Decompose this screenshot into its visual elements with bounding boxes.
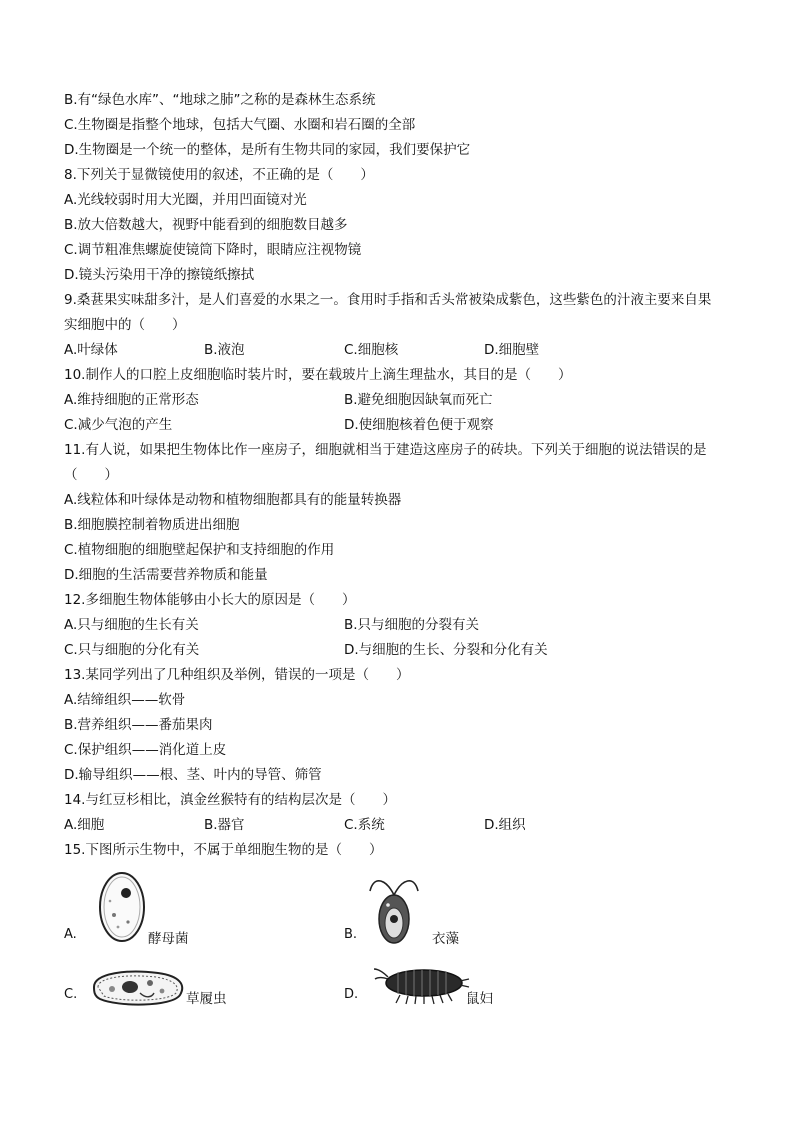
q9-option-b: B.液泡 [204,342,245,358]
q9-option-a: A.叶绿体 [64,342,118,358]
figure-a-name: 酵母菌 [148,931,189,947]
exam-page [64,88,744,1021]
q10-stem: 10.制作人的口腔上皮细胞临时装片时，要在载玻片上滴生理盐水，其目的是（ ） [64,367,572,383]
q8-option-a: A.光线较弱时用大光圈，并用凹面镜对光 [64,192,307,208]
q10-option-a: A.维持细胞的正常形态 [64,392,199,408]
chlamydomonas-icon [364,865,424,947]
figure-b-name: 衣藻 [432,931,459,947]
q14-stem: 14.与红豆杉相比，滇金丝猴特有的结构层次是（ ） [64,792,396,808]
q12-option-d: D.与细胞的生长、分裂和分化有关 [344,642,548,658]
q13-option-c: C.保护组织——消化道上皮 [64,742,227,758]
q13-option-b: B.营养组织——番茄果肉 [64,717,213,733]
q8-option-c: C.调节粗准焦螺旋使镜筒下降时，眼睛应注视物镜 [64,242,362,258]
figure-d-letter: D. [344,987,359,1002]
figure-a-letter: A. [64,927,77,942]
q12-option-a: A.只与细胞的生长有关 [64,617,199,633]
q11-option-a: A.线粒体和叶绿体是动物和植物细胞都具有的能量转换器 [64,492,402,508]
q14-option-a: A.细胞 [64,817,105,833]
q10-options-row1 [64,388,744,413]
woodlouse-icon [374,963,470,1007]
q12-options-row2 [64,638,744,663]
q7-option-d: D.生物圈是一个统一的整体，是所有生物共同的家园，我们要保护它 [64,142,471,158]
q13-option-d: D.输导组织——根、茎、叶内的导管、筛管 [64,767,322,783]
figure-b-letter: B. [344,927,358,942]
figure-d-name: 鼠妇 [466,991,493,1007]
q13-stem: 13.某同学列出了几种组织及举例，错误的一项是（ ） [64,667,410,683]
q8-option-d: D.镜头污染用干净的擦镜纸擦拭 [64,267,255,283]
q15-figure-d [344,961,624,1021]
q11-option-d: D.细胞的生活需要营养物质和能量 [64,567,268,583]
yeast-icon [92,867,152,947]
q14-option-b: B.器官 [204,817,245,833]
q15-figures-row2 [64,961,744,1021]
q8-option-b: B.放大倍数越大，视野中能看到的细胞数目越多 [64,217,348,233]
q12-option-c: C.只与细胞的分化有关 [64,642,200,658]
q12-options-row1 [64,613,744,638]
q9-option-d: D.细胞壁 [484,342,540,358]
q11-stem-line2: （ ） [64,467,118,483]
q14-options [64,813,744,838]
q8-stem: 8.下列关于显微镜使用的叙述，不正确的是（ ） [64,167,374,183]
q15-figure-a [64,867,344,959]
q7-option-c: C.生物圈是指整个地球，包括大气圈、水圈和岩石圈的全部 [64,117,416,133]
q14-option-d: D.组织 [484,817,526,833]
q12-stem: 12.多细胞生物体能够由小长大的原因是（ ） [64,592,356,608]
q14-option-c: C.系统 [344,817,385,833]
q9-options [64,338,744,363]
figure-c-letter: C. [64,987,78,1002]
q11-option-b: B.细胞膜控制着物质进出细胞 [64,517,240,533]
q10-option-c: C.减少气泡的产生 [64,417,173,433]
q10-options-row2 [64,413,744,438]
q12-option-b: B.只与细胞的分裂有关 [344,617,480,633]
q15-stem: 15.下图所示生物中，不属于单细胞生物的是（ ） [64,842,383,858]
q10-option-b: B.避免细胞因缺氧而死亡 [344,392,493,408]
q9-stem-line1: 9.桑葚果实味甜多汁，是人们喜爱的水果之一。食用时手指和舌头常被染成紫色，这些紫色的汁液主要来自果 [64,292,712,308]
q13-option-a: A.结缔组织——软骨 [64,692,186,708]
q9-stem-line2: 实细胞中的（ ） [64,317,186,333]
paramecium-icon [88,965,188,1009]
q15-figure-b [344,867,624,959]
q11-option-c: C.植物细胞的细胞壁起保护和支持细胞的作用 [64,542,335,558]
q15-figure-c [64,961,344,1021]
q10-option-d: D.使细胞核着色便于观察 [344,417,494,433]
q11-stem-line1: 11.有人说，如果把生物体比作一座房子，细胞就相当于建造这座房子的砖块。下列关于细胞的说法错误的是 [64,442,707,458]
q15-figures-row1 [64,867,744,959]
figure-c-name: 草履虫 [186,991,227,1007]
q9-option-c: C.细胞核 [344,342,399,358]
q7-option-b: B.有“绿色水库”、“地球之肺”之称的是森林生态系统 [64,92,376,108]
